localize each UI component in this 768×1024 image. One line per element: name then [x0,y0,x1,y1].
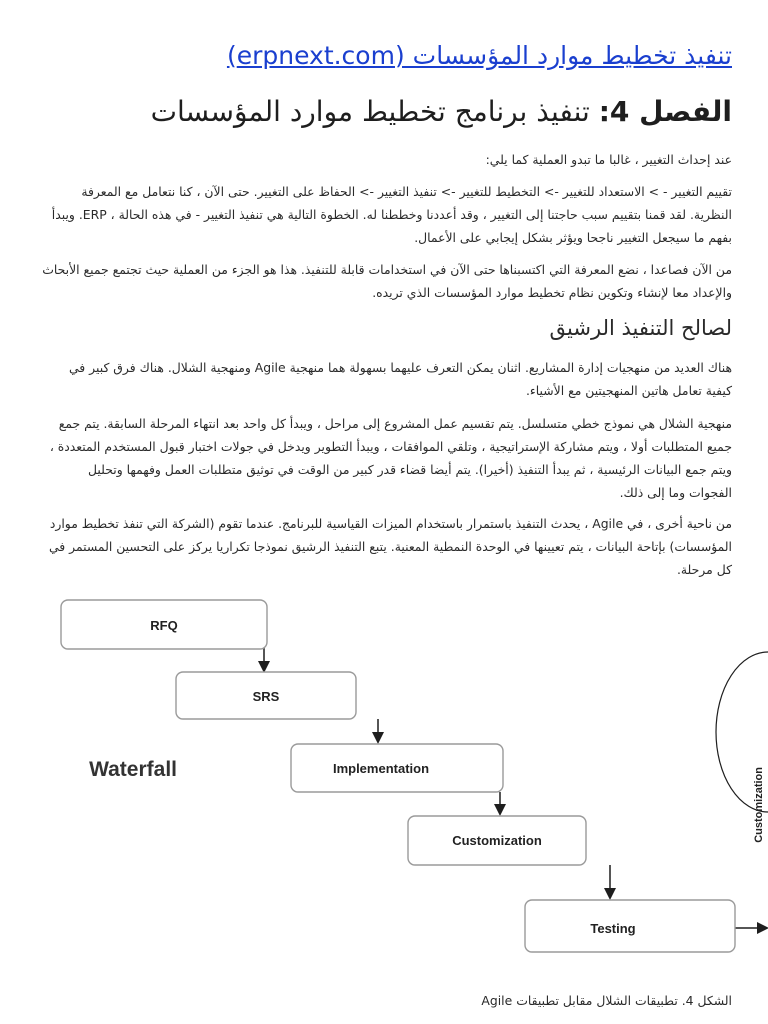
methodologies-paragraph: هناك العديد من منهجيات إدارة المشاريع. اثنان يمكن التعرف عليهما بسهولة هما منهجية Agile ومنهجية الشلال. هناك فرق كبير في كيفية تعامل هاتين المنهجيتين مع الأشياء. [68,360,732,398]
step-label-testing: Testing [590,921,636,936]
chapter-number: الفصل 4: [598,95,732,128]
change-process-paragraph: تقييم التغيير - > الاستعداد للتغيير -> التخطيط للتغيير -> تنفيذ التغيير -> الحفاظ على التغيير. حتى الآن ، كنا نتعامل مع المعرفة النظرية. لقد قمنا بتقييم سبب حاجتنا إلى التغيير ، وقد أعددنا وخططنا له. الخطوة التالية هي تنفيذ التغيير - في هذه الحالة ، ERP. ويبدأ بفهم ما سيجعل التغيير ناجحا ويؤثر بشكل إيجابي على الأعمال. [51,184,732,245]
knowledge-paragraph: من الآن فصاعدا ، نضع المعرفة التي اكتسبناها حتى الآن في استخدامات قابلة للتنفيذ. هذا هو الجزء من العملية حيث تجتمع جميع الأبحاث والإعداد معا لإنشاء وتكوين نظام تخطيط موارد المؤسسات الذي تريده. [42,262,732,300]
step-label-srs: SRS [252,689,280,704]
chapter-title-text: تنفيذ برنامج تخطيط موارد المؤسسات [150,95,590,128]
waterfall-label: Waterfall [89,758,177,781]
step-label-customization: Customization [452,833,542,848]
step-label-rfq: RFQ [150,618,178,633]
step-label-implementation: Implementation [332,761,430,776]
chapter-title [32,92,732,132]
agile-cycle-label: Customization [753,767,765,843]
section-heading: لصالح التنفيذ الرشيق [549,316,732,340]
waterfall-figure [0,580,768,980]
waterfall-paragraph: منهجية الشلال هي نموذج خطي متسلسل. يتم تقسيم عمل المشروع إلى مراحل ، ويبدأ كل واحد بعد انتهاء المرحلة السابقة. يتم جمع جميع المتطلبات أولا ، ويتم مشاركة الإستراتيجية ، وتلقي الموافقات ، ويبدأ التطوير ويدخل في جولات اختبار قبول المستخدم المتعددة ، ويتم جمع البيانات الرئيسية ، ثم يبدأ التنفيذ (أخيرا). يتم أيضا قضاء قدر كبير من الوقت في توثيق متطلبات العمل وفهمها وتحليل الفجوات وما إلى ذلك. [49,416,732,500]
intro-paragraph: عند إحداث التغيير ، غالبا ما تبدو العملية كما يلي: [485,152,732,167]
agile-paragraph: من ناحية أخرى ، في Agile ، يحدث التنفيذ باستمرار باستخدام الميزات القياسية للبرنامج. عندما تقوم (الشركة التي تنفذ تخطيط موارد المؤسسات) بإتاحة البيانات ، يتم تعيينها في الوحدة النمطية المعنية. يتبع التنفيذ الرشيق نموذجا تكراريا يركز على التحسين المستمر في كل مرحلة. [48,516,732,577]
waterfall-diagram [0,580,768,980]
source-link[interactable]: تنفيذ تخطيط موارد المؤسسات (erpnext.com) [226,41,732,70]
figure-caption: الشكل 4. تطبيقات الشلال مقابل تطبيقات Agile [481,993,732,1008]
